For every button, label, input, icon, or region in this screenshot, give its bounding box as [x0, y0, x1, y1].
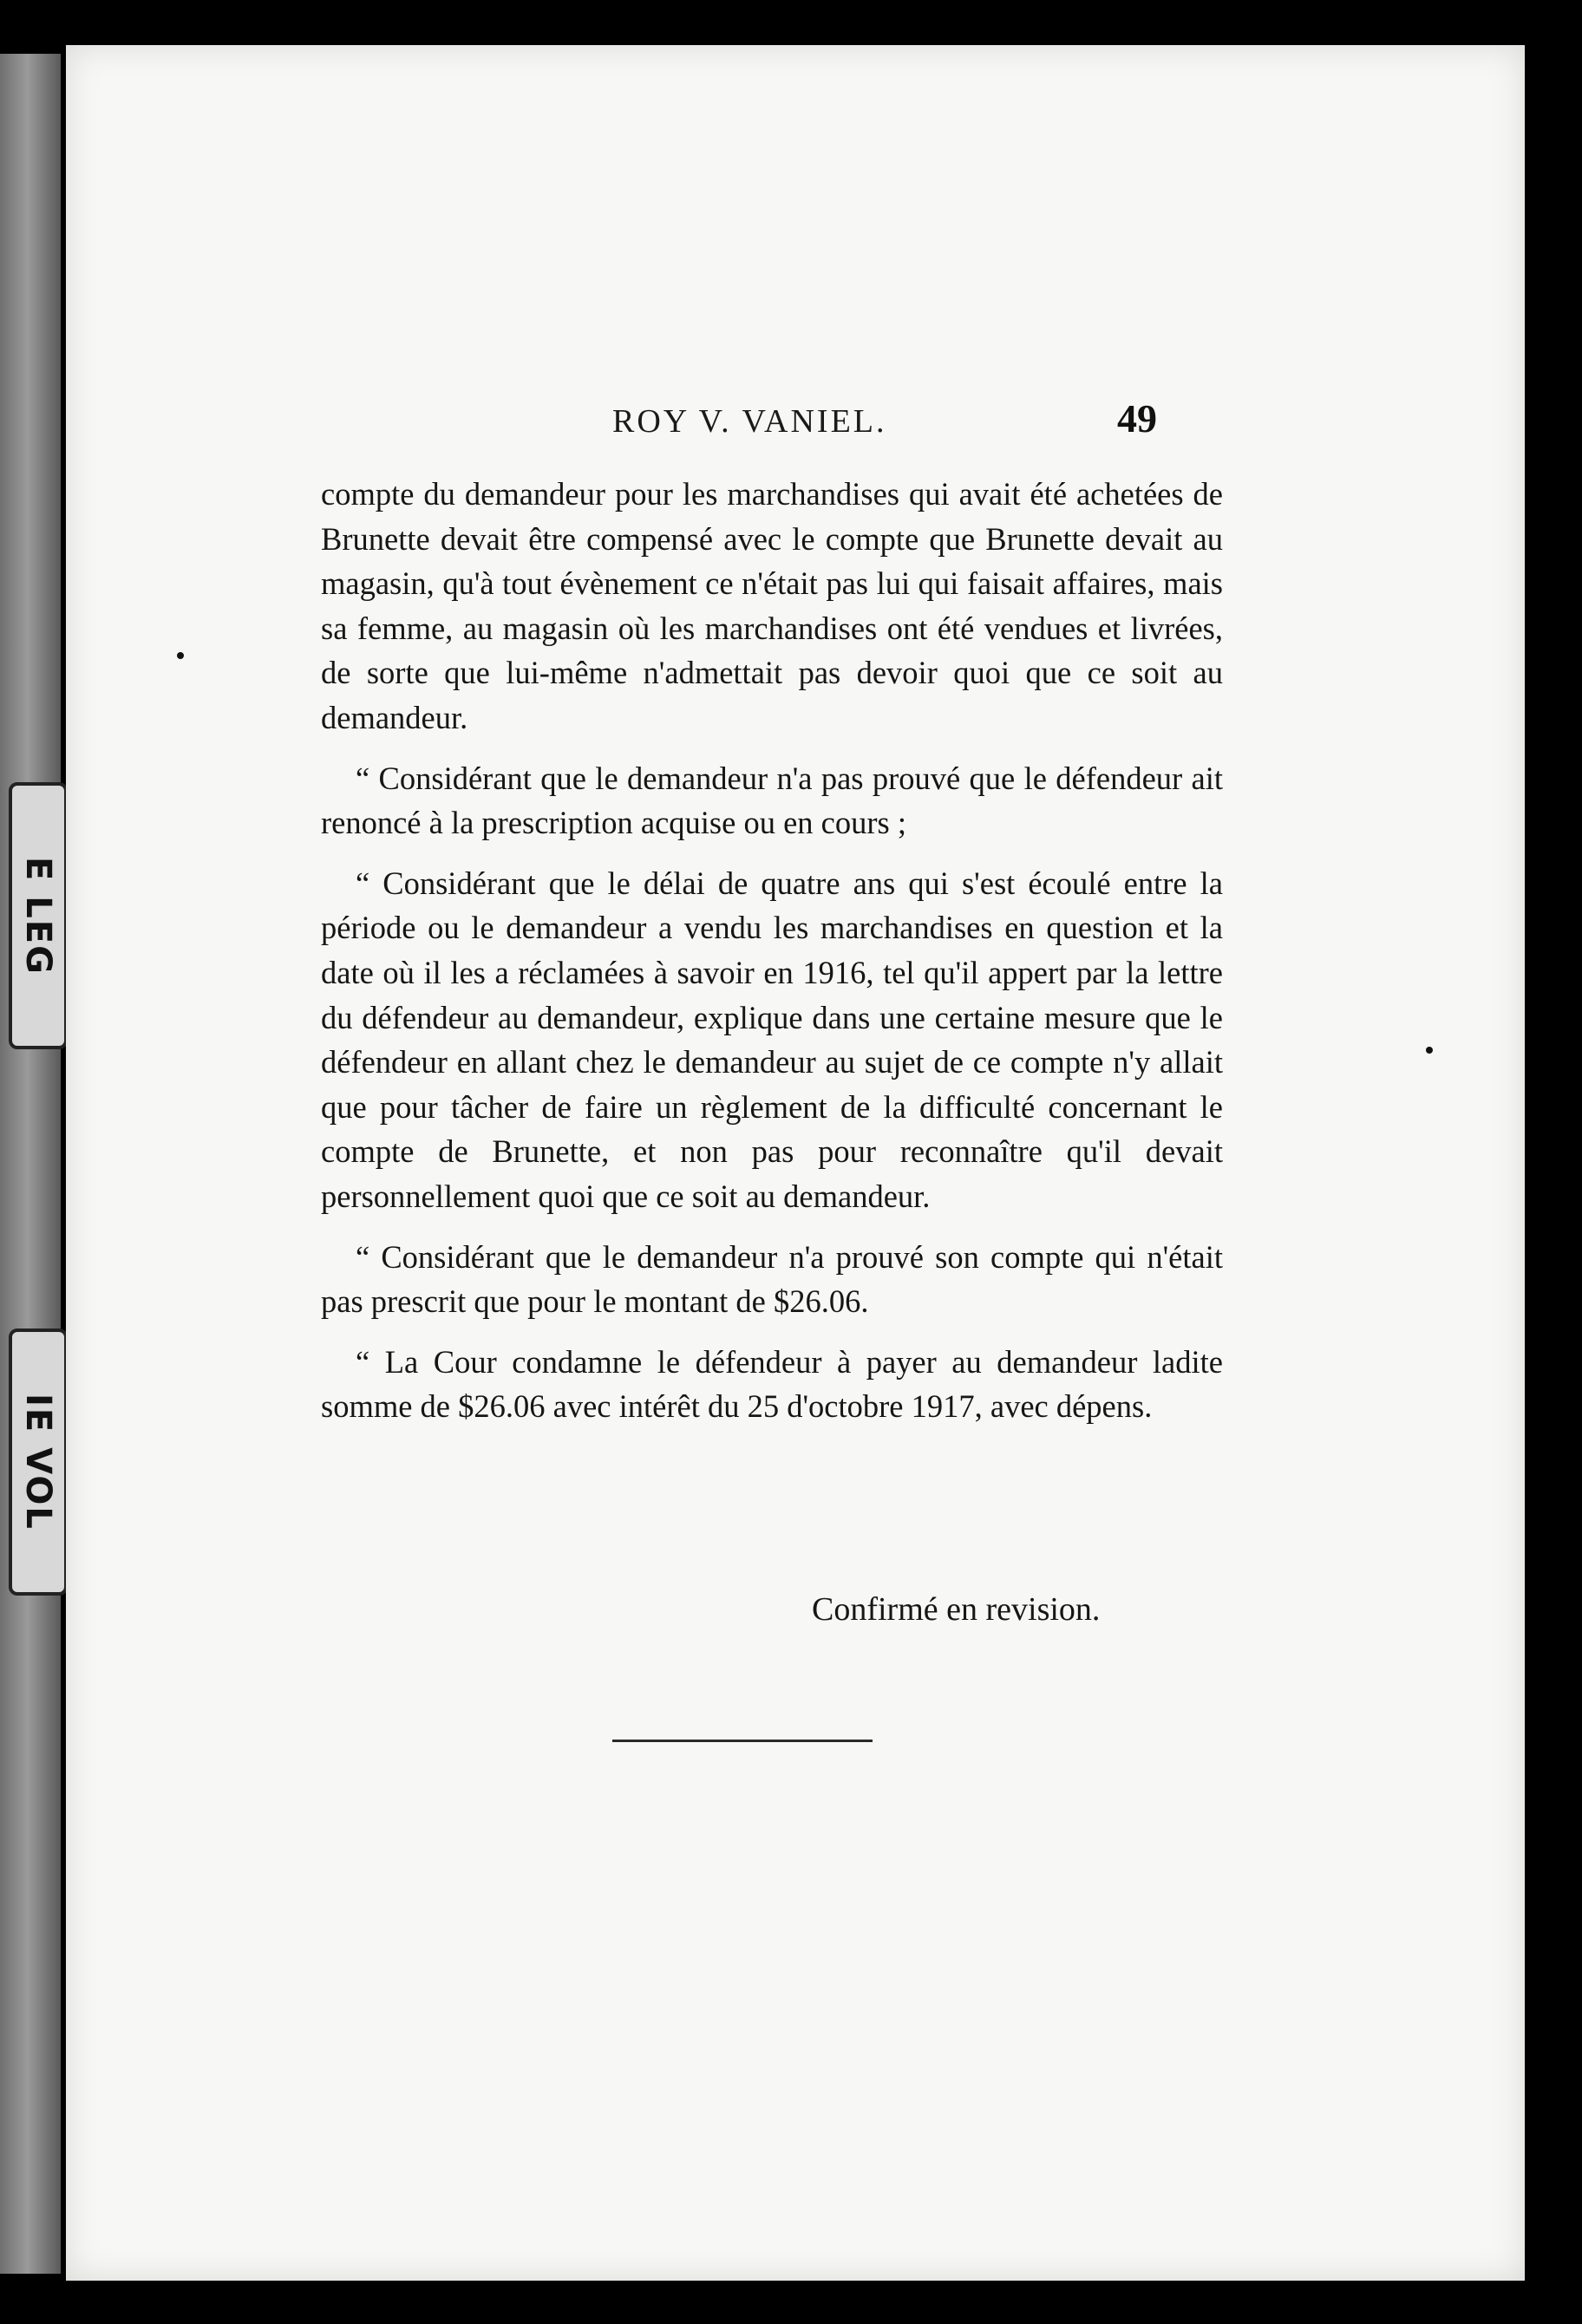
ink-speck — [1426, 1047, 1433, 1054]
paragraph: “ Considérant que le délai de quatre ans qui s'est écoulé entre la période ou le demandeur a vendu les marchandises en question et la date où il les a réclamées à savoir en 1916, tel qu'il appert par la lettre du défendeur au demandeur, explique dans une certaine mesure que le défendeur en allant chez le demandeur au sujet de ce compte n'y allait que pour tâcher de faire un règlement de la difficulté concernant le compte de Brunette, et non pas pour reconnaître qu'il devait personnellement quoi que ce soit au demandeur. — [321, 865, 1223, 1214]
paragraph: “ La Cour condamne le défendeur à payer au demandeur ladite somme de $26.06 avec intérêt du 25 d'octobre 1917, avec dépens. — [321, 1343, 1223, 1425]
running-head: ROY V. VANIEL. — [612, 403, 887, 440]
book-page — [66, 45, 1525, 2281]
paragraph: “ Considérant que le demandeur n'a prouvé son compte qui n'était pas prescrit que pour le montant de $26.06. — [321, 1238, 1223, 1320]
body-text — [321, 472, 1223, 1445]
spine-tab-lower — [9, 1328, 68, 1596]
page-header — [66, 394, 1525, 446]
book-spine — [0, 54, 61, 2274]
ink-speck — [177, 652, 184, 659]
paragraph: “ Considérant que le demandeur n'a pas prouvé que le défendeur ait renoncé à la prescription acquise ou en cours ; — [321, 760, 1223, 841]
spine-label-upper: E LEG — [18, 856, 58, 976]
spine-tab-upper — [9, 782, 68, 1049]
divider-rule — [612, 1740, 873, 1742]
closing-line: Confirmé en revision. — [812, 1591, 1101, 1628]
spine-label-lower: IE VOL — [18, 1394, 58, 1531]
page-number: 49 — [1117, 396, 1157, 441]
paragraph: compte du demandeur pour les marchandises qui avait été achetées de Brunette devait être compensé avec le compte que Brunette devait au magasin, qu'à tout évènement ce n'était pas lui qui faisait affaires, mais sa femme, au magasin où les marchandises ont été vendues et livrées, de sorte que lui-même n'admettait pas devoir quoi que ce soit au demandeur. — [321, 476, 1223, 735]
